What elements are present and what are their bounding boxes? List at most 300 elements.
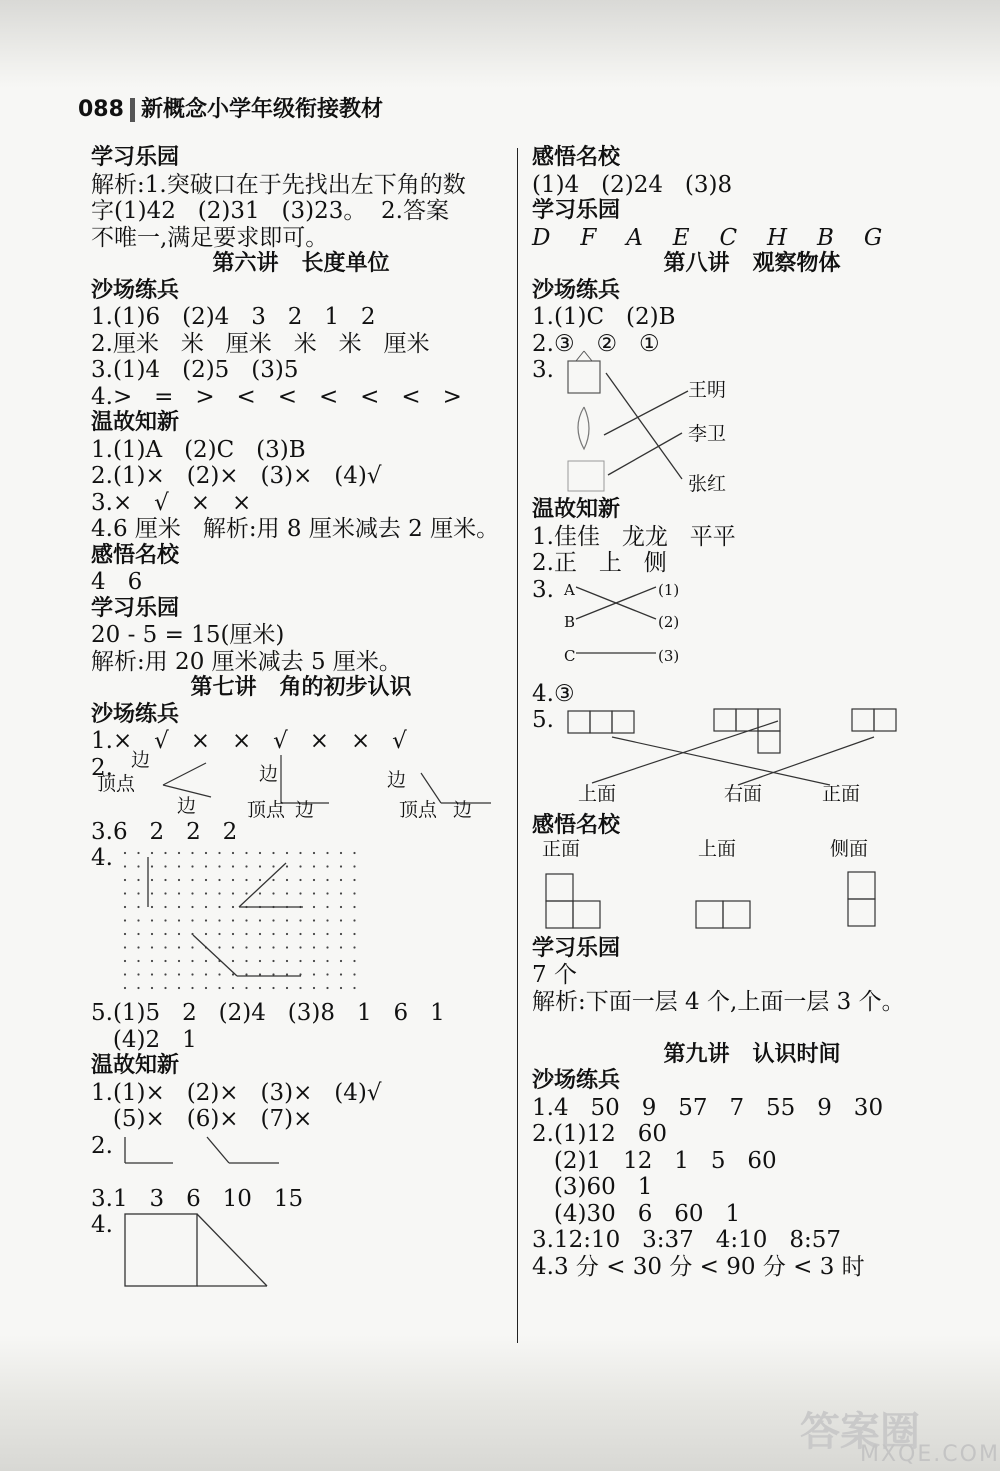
chapter-title-9: 第九讲 认识时间 [663,1041,841,1067]
grid-dot [340,852,342,854]
grid-dot [218,879,220,881]
grid-dot [313,973,315,975]
grid-dot [299,987,301,989]
grid-dot [151,946,153,948]
grid-dot [164,892,166,894]
answer-line: (2)1 12 1 5 60 [532,1147,777,1174]
left-column [91,145,511,1292]
grid-dot [313,906,315,908]
grid-dot [124,852,126,854]
grid-dot [191,906,193,908]
view-label: 上面 [698,837,737,860]
grid-dot [191,946,193,948]
grid-dot [340,892,342,894]
answer-line: 字(1)42 (2)31 (3)23。 2.答案 [91,198,449,224]
grid-dot [124,906,126,908]
answer-line: 3.6 2 2 2 [91,818,238,845]
rect-triangle-figure [91,1212,511,1292]
section-heading: 感悟名校 [532,145,621,170]
grid-dot [164,987,166,989]
edge-label: 边 [295,798,315,821]
answer-line: 解析:下面一层 4 个,上面一层 3 个。 [532,988,905,1015]
grid-dot [151,906,153,908]
answer-line: 1.(1)C (2)B [532,304,676,330]
answer-line: D F A E C H B G [532,224,885,251]
page-header [78,92,383,123]
grid-dot [232,987,234,989]
grid-dot [286,946,288,948]
grid-dot [178,919,180,921]
grid-dot [191,960,193,962]
chapter-title-7: 第七讲 角的初步认识 [190,675,412,700]
number-2: (2) [658,612,680,631]
grid-dot [353,906,355,908]
grid-dot [326,892,328,894]
grid-dot [245,987,247,989]
grid-dot [164,865,166,867]
answer-line: 5.(1)5 2 (2)4 (3)8 1 6 1 [91,1000,445,1026]
grid-dot [218,892,220,894]
answer-line: 3.12:10 3:37 4:10 8:57 [532,1227,841,1253]
grid-dot [313,865,315,867]
answer-line: 3.× √ × × [91,489,252,516]
grid-dot [232,852,234,854]
item-number: 4. [91,845,113,871]
grid-dot [232,960,234,962]
grid-dot [191,987,193,989]
edge-label: 边 [131,748,151,771]
grid-dot [137,987,139,989]
answer-line: 4.③ [532,680,575,707]
name-label: 张红 [688,473,727,495]
grid-dot [191,865,193,867]
answer-line: 2.(1)12 60 [532,1121,667,1147]
grid-dot [299,973,301,975]
grid-dot [245,919,247,921]
grid-dot [340,960,342,962]
view-label: 正面 [542,837,581,860]
item-number: 2. [91,1132,113,1159]
answer-line: 2.③ ② ① [532,330,660,357]
edge-label: 边 [177,794,197,817]
right-column [532,145,972,1280]
grid-dot [272,987,274,989]
answer-line: 4 6 [91,569,143,595]
grid-dot [137,960,139,962]
answer-line: (5)× (6)× (7)× [91,1106,313,1132]
answer-line: 2.正 上 侧 [532,550,667,576]
grid-dot [340,933,342,935]
answer-line: 不唯一,满足要求即可。 [91,224,329,251]
grid-dot [164,973,166,975]
grid-dot [218,987,220,989]
answer-line: 4.6 厘米 解析:用 8 厘米减去 2 厘米。 [91,516,500,542]
grid-dot [353,946,355,948]
vertex-label: 顶点 [247,798,286,821]
vertex-label: 顶点 [97,772,136,795]
grid-dot [340,919,342,921]
grid-dot [259,987,261,989]
answer-line: 1.(1)A (2)C (3)B [91,436,306,463]
item-number: 3. [532,576,554,603]
grid-dot [164,852,166,854]
section-heading: 沙场练兵 [532,277,621,303]
grid-dot [286,960,288,962]
grid-dot [232,906,234,908]
grid-dot [340,946,342,948]
grid-dot [232,933,234,935]
chapter-title-8: 第八讲 观察物体 [663,251,841,276]
views-matching-figure [532,707,972,813]
letter-a: A [564,580,575,599]
rect-triangle-drawing [91,1212,511,1292]
grid-dot [353,852,355,854]
grid-dot [205,906,207,908]
grid-dot [299,933,301,935]
grid-dot [245,879,247,881]
grid-dot [232,865,234,867]
grid-dot [205,852,207,854]
grid-dot [259,933,261,935]
answer-line: 3.1 3 6 10 15 [91,1185,304,1212]
grid-dot [137,933,139,935]
matching-drawing [532,357,972,497]
grid-dot [245,973,247,975]
grid-dot [137,879,139,881]
grid-dot [124,973,126,975]
answer-line: 解析:用 20 厘米减去 5 厘米。 [91,648,402,675]
grid-dot [259,973,261,975]
grid-dot [326,960,328,962]
grid-dot [205,865,207,867]
grid-dot [272,960,274,962]
answer-line: 1.(1)6 (2)4 3 2 1 2 [91,304,376,330]
grid-dot [353,960,355,962]
section-heading: 温故知新 [91,1053,180,1078]
grid-dot [272,933,274,935]
grid-dot [124,879,126,881]
section-heading: 沙场练兵 [91,277,180,303]
grid-dot [259,946,261,948]
angle-figures [91,748,511,821]
matching-figure [532,357,972,497]
grid-dot [259,919,261,921]
grid-dot [326,906,328,908]
grid-dot [232,919,234,921]
grid-dot [151,919,153,921]
section-heading: 学习乐园 [532,935,621,961]
edge-label: 边 [259,762,279,785]
grid-dot [151,865,153,867]
grid-dot [286,892,288,894]
grid-dot [245,946,247,948]
grid-dot [191,852,193,854]
grid-dot [218,973,220,975]
grid-dot [245,852,247,854]
grid-dot [178,852,180,854]
grid-dot [164,906,166,908]
grid-dot [191,892,193,894]
grid-dot [164,919,166,921]
grid-dot [178,987,180,989]
grid-dot [326,987,328,989]
grid-dot [151,973,153,975]
grid-dot [205,933,207,935]
grid-dot [151,852,153,854]
grid-dot [272,946,274,948]
grid-dot [218,933,220,935]
grid-dot [164,879,166,881]
grid-dot [313,946,315,948]
section-heading: 学习乐园 [91,145,180,170]
item-number: 5. [532,707,554,733]
grid-dot [340,973,342,975]
grid-dot [326,852,328,854]
grid-dot [326,879,328,881]
item-number: 4. [91,1212,113,1238]
grid-dot [326,865,328,867]
name-label: 王明 [688,379,727,401]
grid-dot [353,892,355,894]
grid-dot [286,865,288,867]
grid-dot [299,879,301,881]
grid-dot [353,865,355,867]
grid-dot [137,852,139,854]
grid-dot [313,852,315,854]
edge-label: 边 [453,798,473,821]
grid-dot [299,960,301,962]
answer-line: 4.> = > < < < < < > [91,383,462,410]
grid-dot [191,973,193,975]
three-views-figure [532,837,972,936]
grid-dot [191,919,193,921]
grid-dot [299,865,301,867]
right-angle-drawings [91,1133,511,1186]
grid-dot [124,919,126,921]
grid-dot [340,879,342,881]
name-label: 李卫 [688,423,727,445]
section-heading: 学习乐园 [532,198,621,223]
grid-dot [124,892,126,894]
grid-dot [353,987,355,989]
number-1: (1) [658,580,680,599]
number-3: (3) [658,646,680,665]
grid-dot [259,960,261,962]
grid-dot [124,865,126,867]
view-label: 正面 [822,783,861,805]
grid-dot [218,946,220,948]
grid-dot [340,906,342,908]
grid-dot [245,865,247,867]
grid-dot [245,933,247,935]
three-views-drawing [532,840,972,936]
grid-dot [218,906,220,908]
chapter-title-6: 第六讲 长度单位 [212,251,390,276]
grid-dot [313,987,315,989]
grid-dot [151,892,153,894]
grid-dot [272,852,274,854]
grid-dot [137,865,139,867]
grid-dot [232,892,234,894]
grid-dot [178,960,180,962]
grid-dot [272,973,274,975]
section-heading: 感悟名校 [532,813,621,838]
answer-line: 2.(1)× (2)× (3)× (4)√ [91,463,382,489]
grid-dot [205,973,207,975]
grid-dot [313,919,315,921]
letter-matching-lines [532,577,972,681]
grid-dot [137,906,139,908]
grid-dot [178,879,180,881]
grid-dot [353,973,355,975]
right-angle-figures [91,1133,511,1186]
grid-dot [151,879,153,881]
grid-dot [299,919,301,921]
grid-dot [205,960,207,962]
grid-dot [353,933,355,935]
grid-dot [259,852,261,854]
grid-dot [124,987,126,989]
grid-dot [218,852,220,854]
grid-dot [299,892,301,894]
grid-dot [178,865,180,867]
spacer [532,1015,972,1042]
section-heading: 学习乐园 [91,595,180,621]
vertex-label: 顶点 [399,798,438,821]
answer-line: 1.(1)× (2)× (3)× (4)√ [91,1079,382,1106]
grid-dot [286,919,288,921]
grid-dot [164,933,166,935]
answer-line: 1.4 50 9 57 7 55 9 30 [532,1094,884,1121]
answer-line: (4)2 1 [91,1026,197,1053]
grid-dot [151,987,153,989]
grid-dot [232,879,234,881]
grid-dot [137,946,139,948]
grid-dot [124,960,126,962]
grid-dot [178,973,180,975]
grid-dot [137,892,139,894]
section-heading: 温故知新 [532,497,621,522]
grid-dot [326,946,328,948]
grid-dot [232,946,234,948]
grid-dot [124,946,126,948]
grid-dot [313,892,315,894]
grid-dot [137,919,139,921]
grid-dot [151,960,153,962]
grid-dot [205,892,207,894]
grid-dot [286,973,288,975]
grid-dot [191,879,193,881]
grid-dot [313,879,315,881]
grid-dot [151,933,153,935]
grid-dot [164,960,166,962]
grid-dot [178,933,180,935]
answer-line: 1.× √ × × √ × × √ [91,728,407,754]
grid-dot [286,852,288,854]
grid-dot [340,865,342,867]
letter-b: B [564,612,576,631]
grid-dot [218,865,220,867]
grid-dot [299,852,301,854]
grid-dot [137,973,139,975]
item-number: 2. [91,754,113,781]
edge-label: 边 [387,768,407,791]
item-number: 3. [532,357,554,383]
grid-dot [218,919,220,921]
letter-matching-figure [532,577,972,681]
grid-dot [299,946,301,948]
book-title: 新概念小学年级衔接教材 [140,97,383,122]
grid-dot [286,933,288,935]
answer-line: (3)60 1 [532,1174,653,1200]
view-label: 侧面 [830,837,869,860]
grid-dot [286,879,288,881]
page-number: 088 [78,97,124,122]
grid-dot [340,987,342,989]
grid-dot [326,919,328,921]
grid-dot [124,933,126,935]
header-bar [130,98,135,122]
grid-dot [272,865,274,867]
answer-line: (1)4 (2)24 (3)8 [532,171,733,198]
grid-dot [272,892,274,894]
grid-dot [164,946,166,948]
view-label: 上面 [578,783,617,805]
answer-line: 4.3 分 < 30 分 < 90 分 < 3 时 [532,1253,865,1280]
section-heading: 沙场练兵 [91,701,180,727]
letter-c: C [564,646,576,665]
grid-dot [313,933,315,935]
grid-dot [259,879,261,881]
grid-dot [245,892,247,894]
grid-dot [259,892,261,894]
section-heading: 感悟名校 [91,542,180,568]
dot-grid-figure [91,845,511,1000]
grid-dot [178,892,180,894]
answer-line: 1.佳佳 龙龙 平平 [532,523,736,550]
answer-line: 7 个 [532,962,577,988]
grid-dot [326,933,328,935]
answer-line: 解析:1.突破口在于先找出左下角的数 [91,171,466,198]
answer-line: 3.(1)4 (2)5 (3)5 [91,357,299,383]
top-band [0,0,1000,88]
grid-dot [272,919,274,921]
grid-dot [259,865,261,867]
grid-dot [178,946,180,948]
grid-dot [178,906,180,908]
view-label: 右面 [724,783,763,805]
answer-line: 20 - 5 = 15(厘米) [91,622,285,648]
grid-dot [353,919,355,921]
grid-dot [313,960,315,962]
dot-grid [91,845,511,1000]
grid-dot [272,879,274,881]
answer-line: (4)30 6 60 1 [532,1200,741,1227]
answer-line: 2.厘米 米 厘米 米 米 厘米 [91,330,430,357]
watermark-url: MXQE.COM [860,1442,1000,1467]
column-divider [517,148,518,1343]
grid-dot [205,879,207,881]
grid-dot [245,960,247,962]
grid-dot [353,879,355,881]
watermark-logo: 答案圈 [800,1409,920,1455]
grid-dot [286,987,288,989]
grid-dot [205,987,207,989]
grid-dot [326,973,328,975]
section-heading: 沙场练兵 [532,1068,621,1093]
grid-dot [205,919,207,921]
section-heading: 温故知新 [91,410,180,435]
